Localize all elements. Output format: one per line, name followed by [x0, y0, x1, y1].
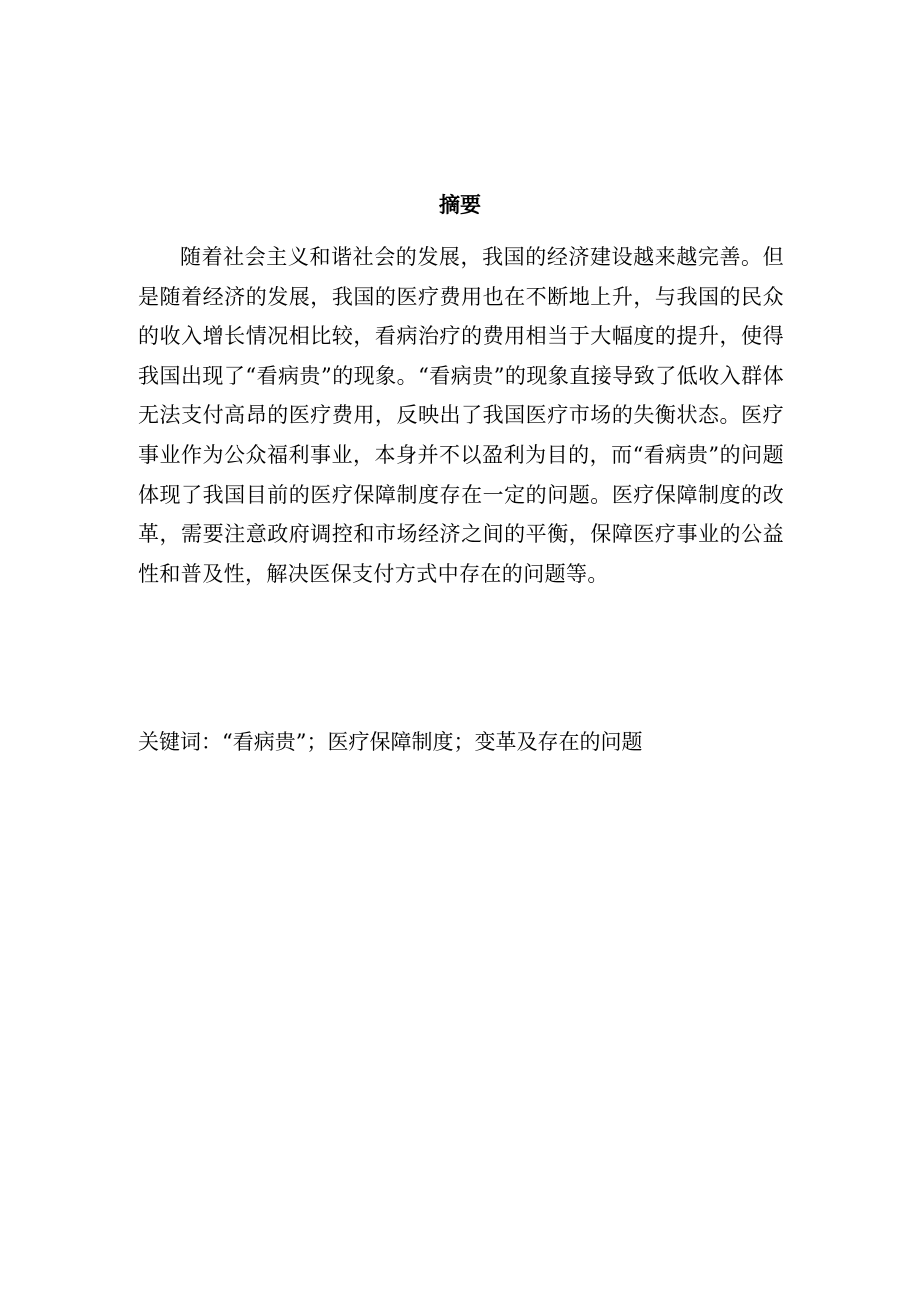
- keywords-text: “看病贵”；医疗保障制度；变革及存在的问题: [222, 730, 643, 754]
- keywords-label: 关键词：: [138, 730, 222, 754]
- abstract-paragraph: 随着社会主义和谐社会的发展，我国的经济建设越来越完善。但是随着经济的发展，我国的医疗费用也在不断地上升，与我国的民众的收入增长情况相比较，看病治疗的费用相当于大幅度的提升，使得我国出现了“看病贵”的现象。“看病贵”的现象直接导致了低收入群体无法支付高昂的医疗费用，反映出了我国医疗市场的失衡状态。医疗事业作为公众福利事业，本身并不以盈利为目的，而“看病贵”的问题体现了我国目前的医疗保障制度存在一定的问题。医疗保障制度的改革，需要注意政府调控和市场经济之间的平衡，保障医疗事业的公益性和普及性，解决医保支付方式中存在的问题等。: [138, 245, 784, 586]
- keywords-line: [138, 727, 784, 757]
- page-title: 摘要: [439, 192, 481, 217]
